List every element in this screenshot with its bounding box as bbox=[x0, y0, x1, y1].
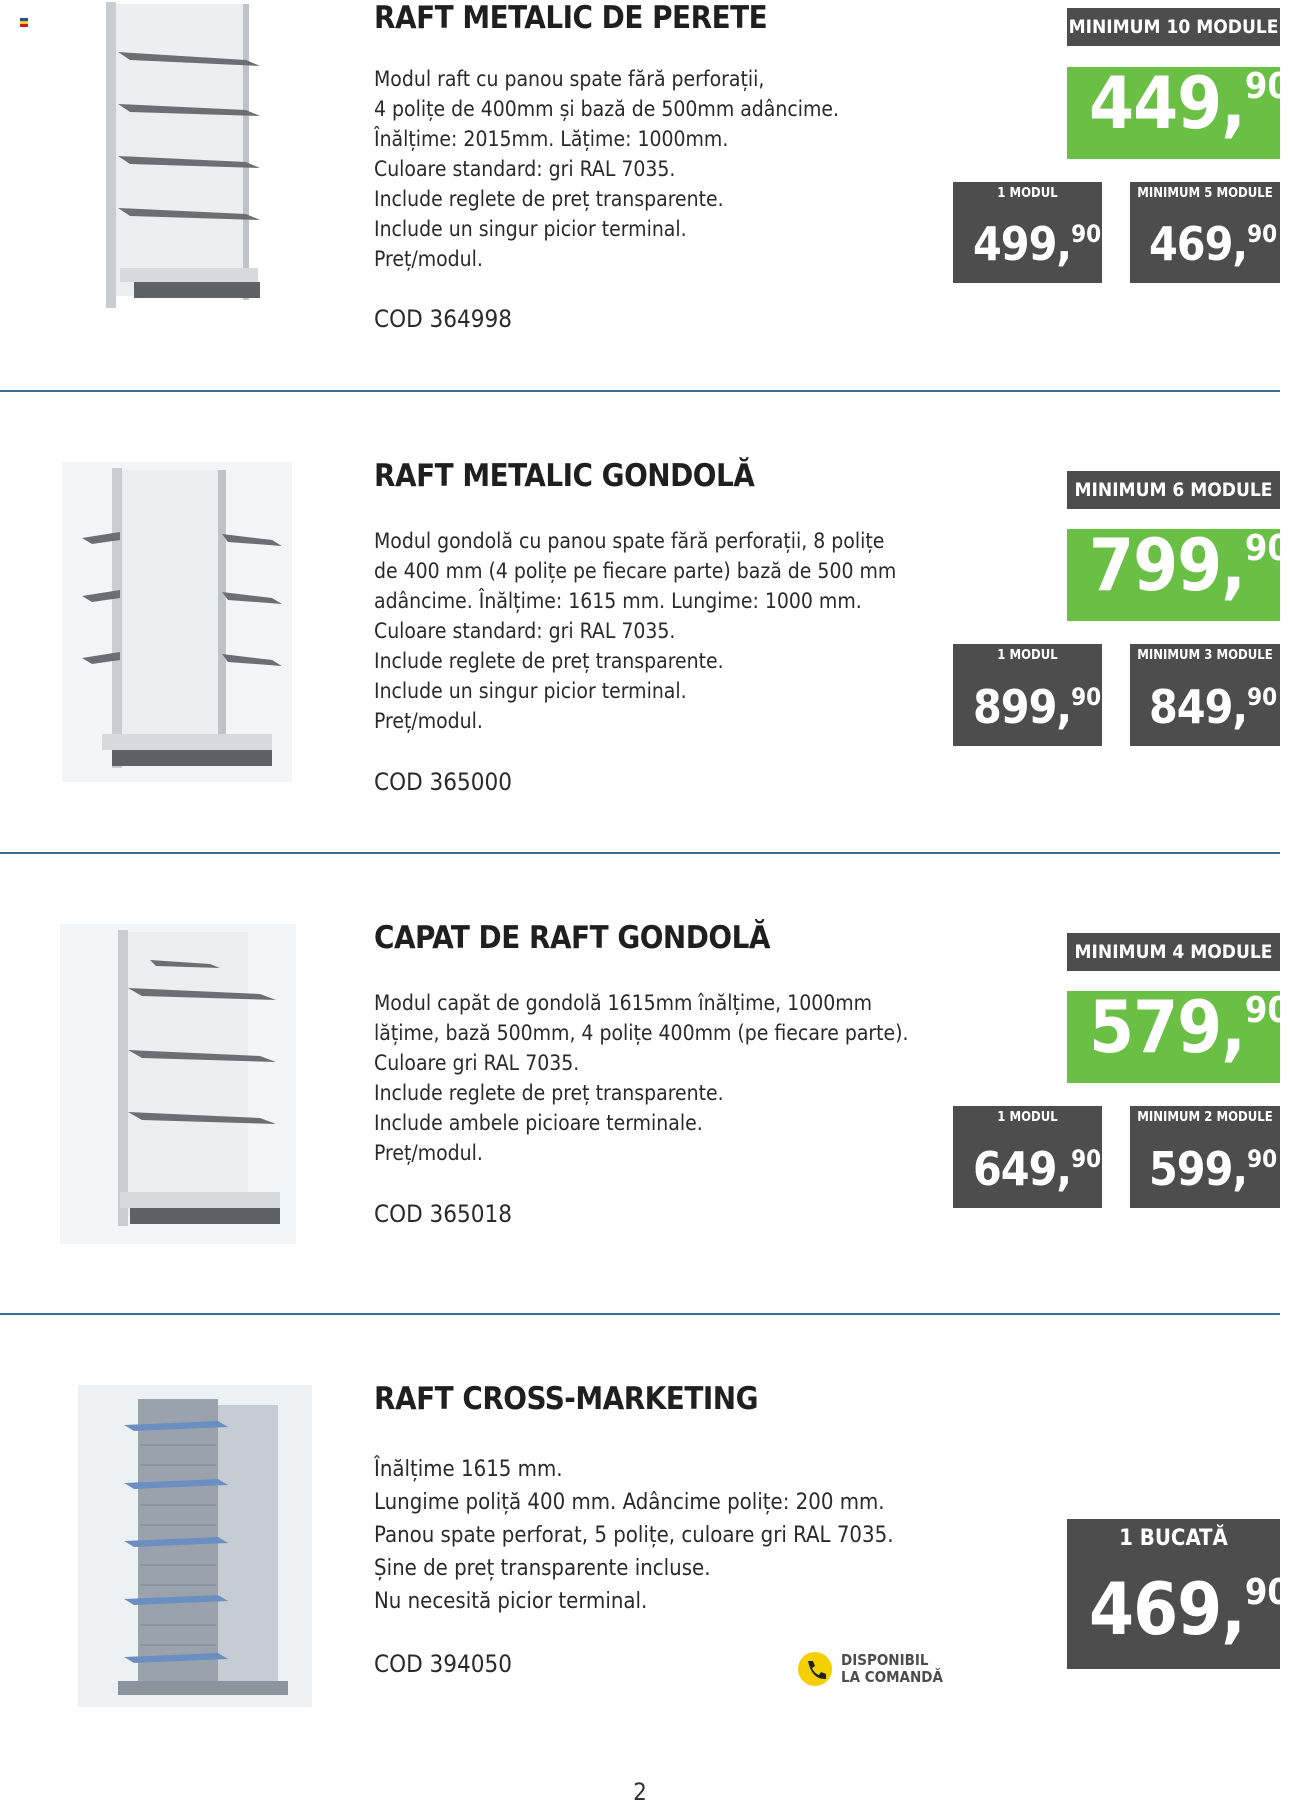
section-divider bbox=[0, 852, 1280, 854]
main-price-box: 799,90 bbox=[1067, 529, 1280, 621]
gondola-end-shelf-image bbox=[60, 924, 296, 1244]
main-price-label: MINIMUM 4 MODULE bbox=[1067, 933, 1280, 971]
single-module-price-box: 899,90 bbox=[953, 668, 1102, 746]
single-module-price-box: 499,90 bbox=[953, 205, 1102, 283]
main-price-box: 449,90 bbox=[1067, 67, 1280, 159]
product-code: COD 364998 bbox=[374, 305, 512, 333]
available-on-order-badge bbox=[797, 1651, 947, 1689]
product-code: COD 394050 bbox=[374, 1650, 512, 1678]
section-divider bbox=[0, 390, 1280, 392]
bulk-module-label: MINIMUM 5 MODULE bbox=[1130, 182, 1280, 206]
product-code: COD 365000 bbox=[374, 768, 512, 796]
unit-price-box: 469,90 bbox=[1067, 1559, 1280, 1669]
main-price-box: 579,90 bbox=[1067, 991, 1280, 1083]
product-description: Modul capăt de gondolă 1615mm înălțime, 1000mm lățime, bază 500mm, 4 polițe 400mm (pe fiecare parte). Culoare gri RAL 7035. Include reglete de preț transparente. Include ambele picioare terminale. Preț/modul. bbox=[374, 991, 909, 1165]
wall-shelf-image bbox=[100, 0, 270, 315]
main-price-label: MINIMUM 6 MODULE bbox=[1067, 471, 1280, 509]
bulk-module-label: MINIMUM 2 MODULE bbox=[1130, 1106, 1280, 1130]
bulk-module-price-box: 599,90 bbox=[1130, 1130, 1280, 1208]
page-number: 2 bbox=[633, 1778, 647, 1806]
single-module-label: 1 MODUL bbox=[953, 644, 1102, 668]
language-flag-icon[interactable] bbox=[20, 18, 28, 27]
single-module-price-box: 649,90 bbox=[953, 1130, 1102, 1208]
product-title: RAFT METALIC GONDOLĂ bbox=[374, 458, 755, 494]
product-description: Modul raft cu panou spate fără perforații, 4 polițe de 400mm și bază de 500mm adâncime. Înălțime: 2015mm. Lățime: 1000mm. Culoare standard: gri RAL 7035. Include reglete de preț transparente. Include un singur picior terminal. Preț/modul. bbox=[374, 67, 840, 271]
single-module-label: 1 MODUL bbox=[953, 182, 1102, 206]
product-title: CAPAT DE RAFT GONDOLĂ bbox=[374, 920, 770, 956]
main-price-label: MINIMUM 10 MODULE bbox=[1067, 8, 1280, 46]
product-code: COD 365018 bbox=[374, 1200, 512, 1228]
section-divider bbox=[0, 1313, 1280, 1315]
unit-price-label: 1 BUCATĂ bbox=[1067, 1519, 1280, 1559]
bulk-module-label: MINIMUM 3 MODULE bbox=[1130, 644, 1280, 668]
phone-icon bbox=[797, 1651, 833, 1687]
gondola-shelf-image bbox=[62, 462, 292, 782]
bulk-module-price-box: 849,90 bbox=[1130, 668, 1280, 746]
availability-text: DISPONIBIL LA COMANDĂ bbox=[841, 1651, 943, 1686]
product-title: RAFT METALIC DE PERETE bbox=[374, 0, 768, 36]
single-module-label: 1 MODUL bbox=[953, 1106, 1102, 1130]
bulk-module-price-box: 469,90 bbox=[1130, 205, 1280, 283]
product-description: Modul gondolă cu panou spate fără perforații, 8 polițe de 400 mm (4 polițe pe fiecare parte) bază de 500 mm adâncime. Înălțime: 1615 mm. Lungime: 1000 mm. Culoare standard: gri RAL 7035. Include reglete de preț transparente. Include un singur picior terminal. Preț/modul. bbox=[374, 529, 897, 733]
product-title: RAFT CROSS-MARKETING bbox=[374, 1381, 758, 1417]
product-description: Înălțime 1615 mm. Lungime poliță 400 mm. Adâncime polițe: 200 mm. Panou spate perforat, 5 polițe, culoare gri RAL 7035. Șine de preț transparente incluse. Nu necesită picior terminal. bbox=[374, 1457, 894, 1614]
cross-marketing-shelf-image bbox=[78, 1385, 312, 1707]
